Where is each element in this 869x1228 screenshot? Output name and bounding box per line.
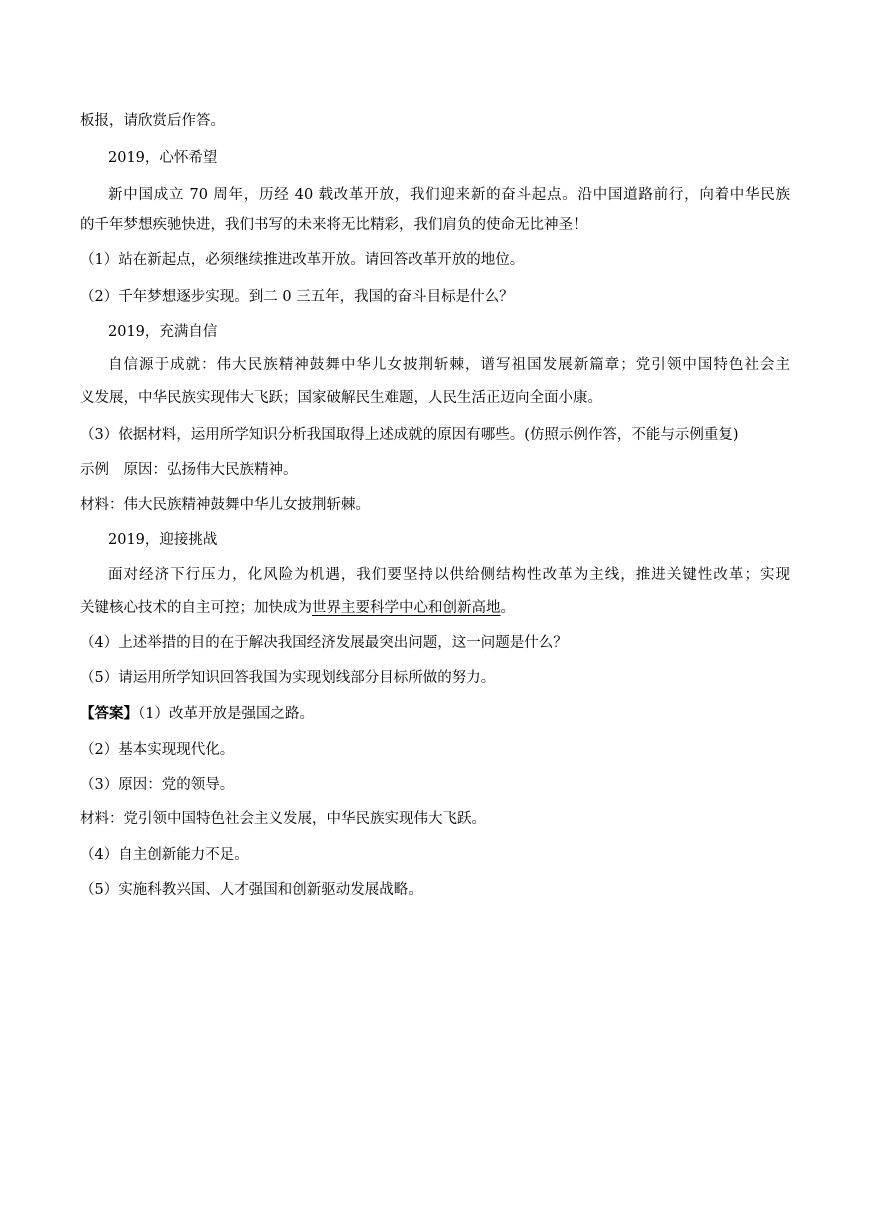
answer-4: （4）自主创新能力不足。: [80, 847, 249, 863]
answer-line: [80, 704, 790, 724]
paragraph-line: 面对经济下行压力，化风险为机遇，我们要坚持以供给侧结构性改革为主线，推进关键性改革；实现: [108, 567, 790, 583]
paragraph-text: 关键核心技术的自主可控；加快成为: [80, 600, 312, 616]
answer-3: （3）原因：党的领导。: [80, 777, 235, 793]
question-4: （4）上述举措的目的在于解决我国经济发展最突出问题，这一问题是什么？: [80, 635, 568, 651]
question-1: （1）站在新起点，必须继续推进改革开放。请回答改革开放的地位。: [80, 252, 525, 268]
paragraph-text: 。: [500, 600, 515, 616]
material-line: 材料：伟大民族精神鼓舞中华儿女披荆斩棘。: [80, 497, 370, 513]
section-heading-confidence: 2019，充满自信: [108, 324, 218, 340]
answer-material: 材料：党引领中国特色社会主义发展，中华民族实现伟大飞跃。: [80, 811, 486, 827]
example-line: 示例 原因：弘扬伟大民族精神。: [80, 462, 298, 478]
question-5: （5）请运用所学知识回答我国为实现划线部分目标所做的努力。: [80, 670, 496, 686]
answer-label: 【答案】: [80, 705, 138, 722]
answer-5: （5）实施科教兴国、人才强国和创新驱动发展战略。: [80, 882, 423, 898]
paragraph-line: 义发展，中华民族实现伟大飞跃；国家破解民生难题，人民生活正迈向全面小康。: [80, 390, 602, 406]
intro-line: 板报，请欣赏后作答。: [80, 113, 225, 129]
question-3: （3）依据材料，运用所学知识分析我国取得上述成就的原因有哪些。(仿照示例作答，不能与示例重复): [80, 427, 739, 443]
paragraph-line: [80, 598, 790, 618]
paragraph-line: 新中国成立 70 周年，历经 40 载改革开放，我们迎来新的奋斗起点。沿中国道路前行，向着中华民族: [108, 187, 790, 203]
paragraph-line: 的千年梦想疾驰快进，我们书写的未来将无比精彩，我们肩负的使命无比神圣！: [80, 217, 588, 233]
paragraph-line: 自信源于成就：伟大民族精神鼓舞中华儿女披荆斩棘，谱写祖国发展新篇章；党引领中国特色社会主: [108, 357, 790, 373]
section-heading-hope: 2019，心怀希望: [108, 150, 218, 166]
section-heading-challenge: 2019，迎接挑战: [108, 532, 218, 548]
answer-2: （2）基本实现现代化。: [80, 742, 235, 758]
question-2: （2）千年梦想逐步实现。到二 0 三五年，我国的奋斗目标是什么？: [80, 289, 514, 305]
answer-text: （1）改革开放是强国之路。: [138, 706, 314, 722]
underlined-target-text: 世界主要科学中心和创新高地: [312, 600, 501, 616]
